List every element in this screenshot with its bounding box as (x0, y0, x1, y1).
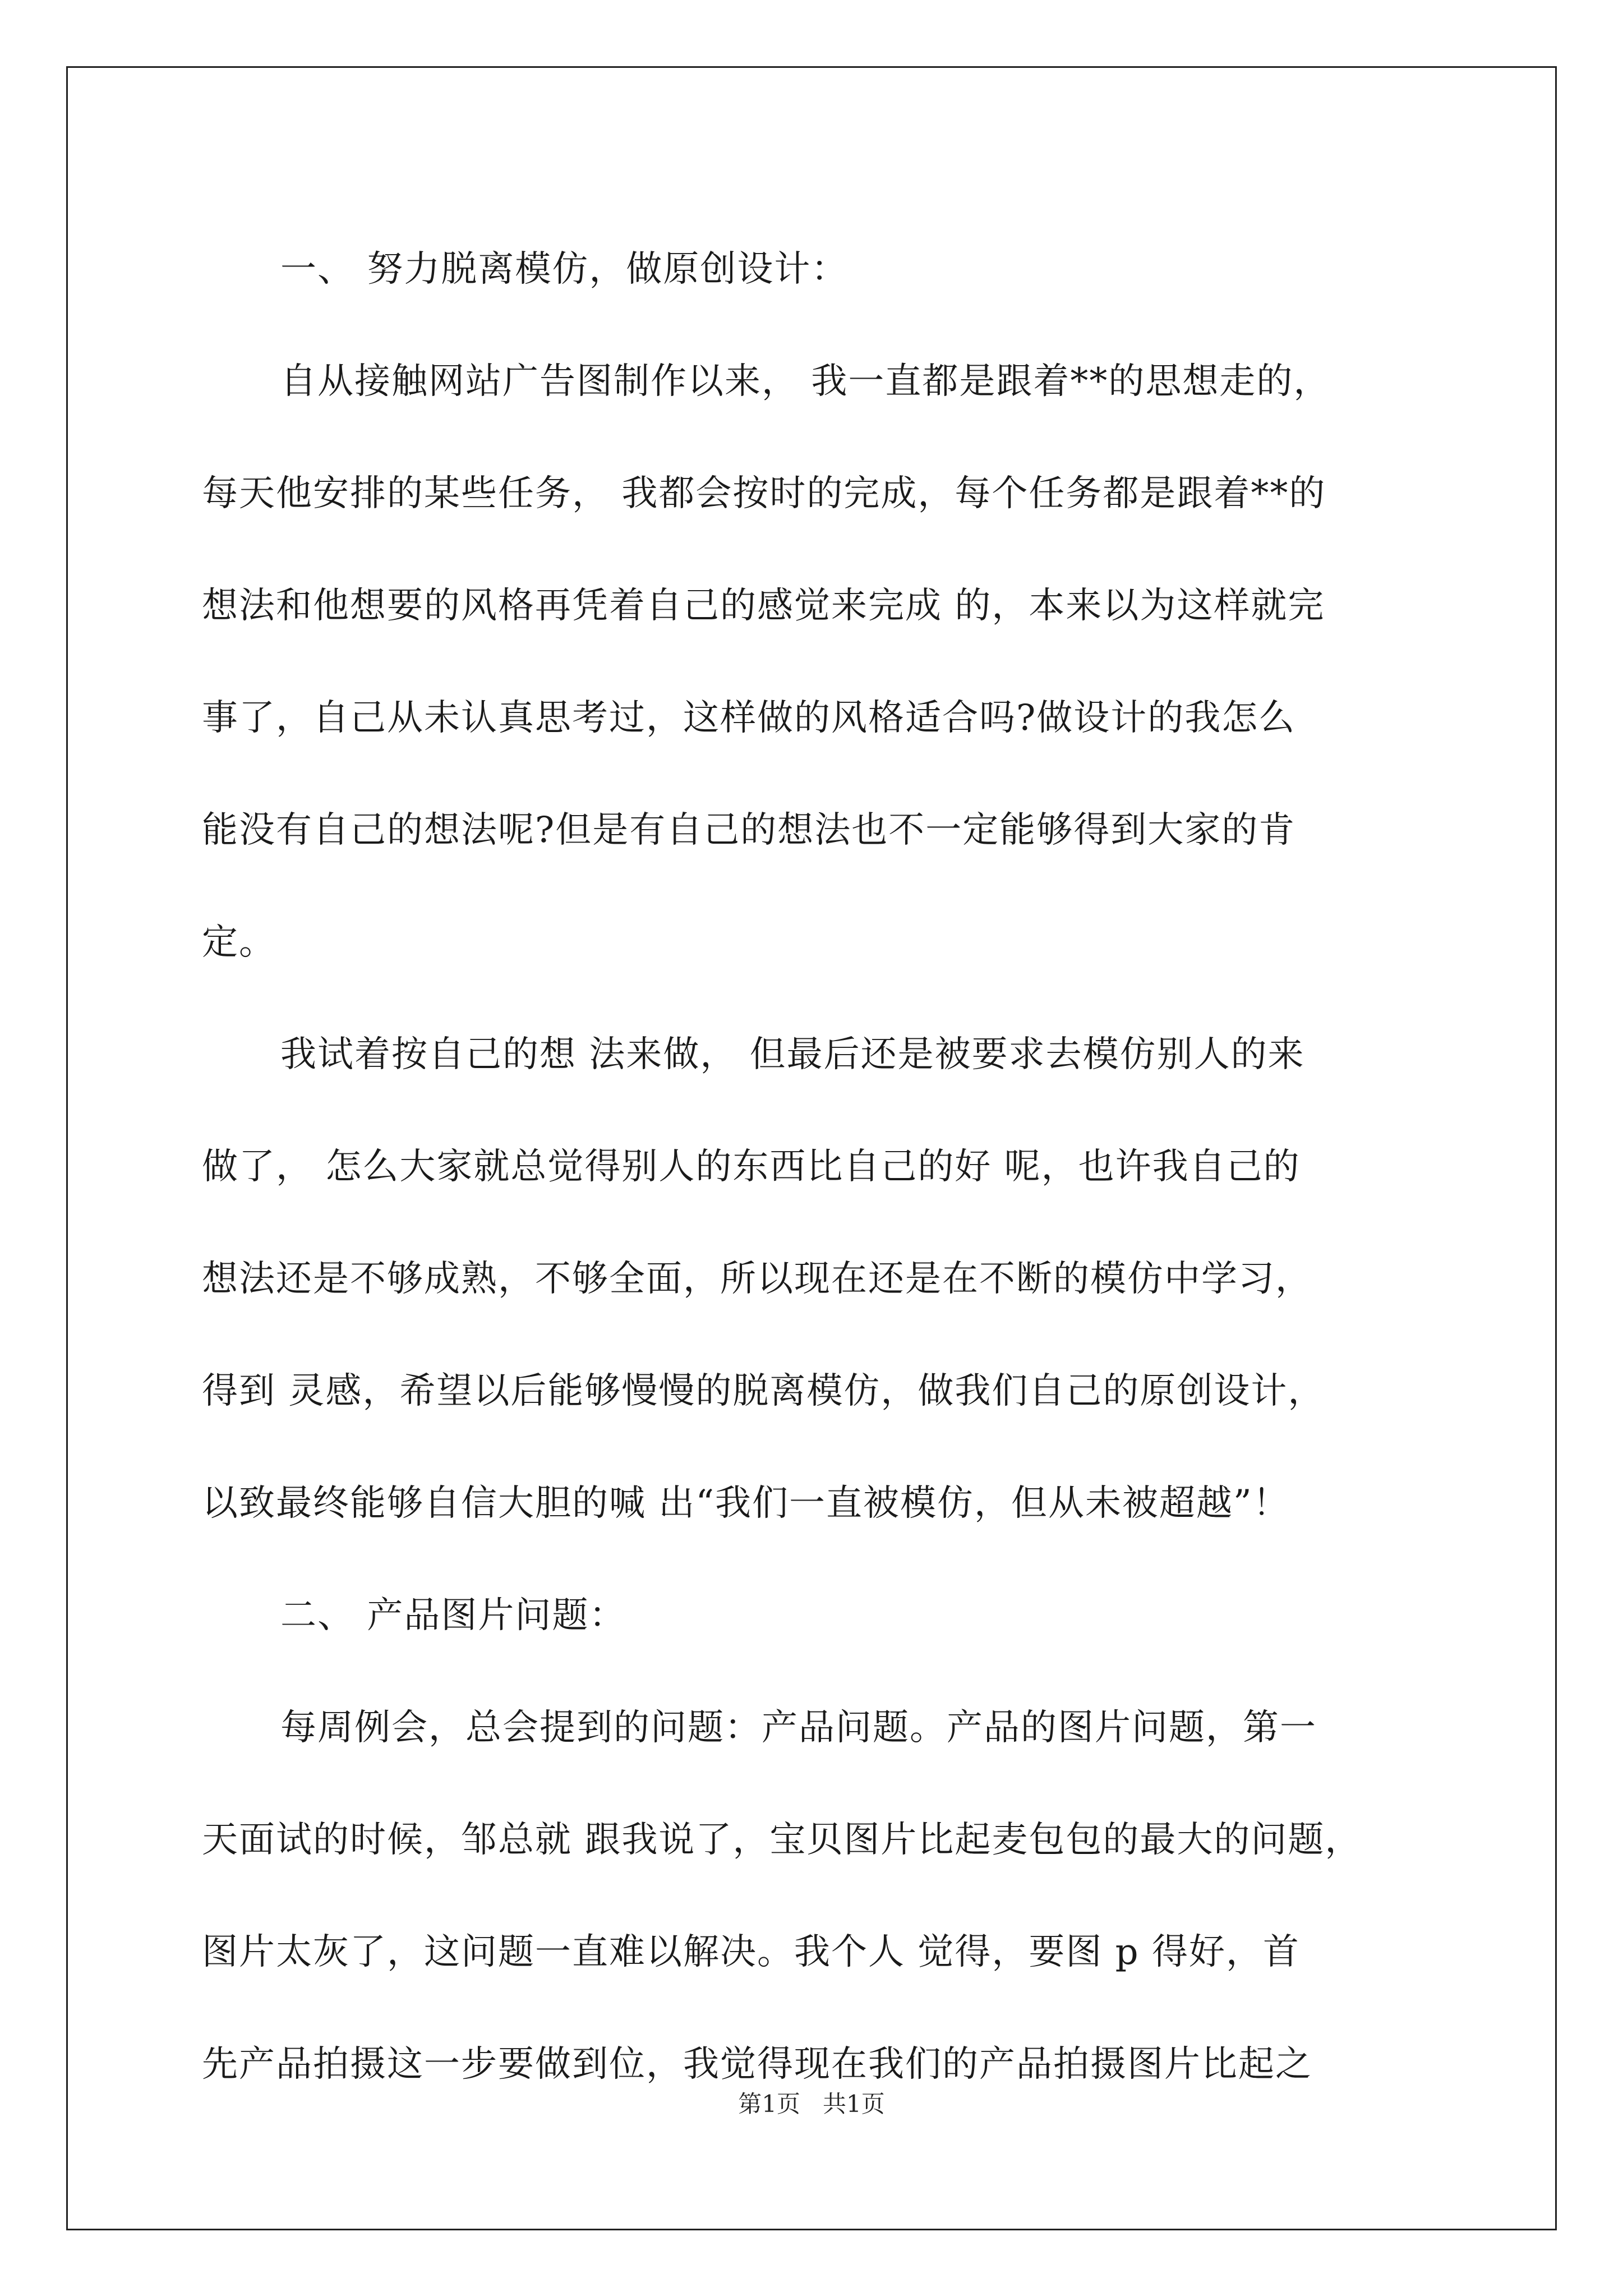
paragraph-line: 想法还是不够成熟，不够全面，所以现在还是在不断的模仿中学习， (202, 1258, 1312, 1300)
document-body (202, 213, 1424, 2120)
paragraph-line: 每天他安排的某些任务， 我都会按时的完成，每个任务都是跟着**的 (202, 473, 1326, 514)
page-number-total: 共1页 (823, 2090, 885, 2118)
paragraph-line: 做了， 怎么大家就总觉得别人的东西比自己的好 呢，也许我自己的 (202, 1146, 1301, 1188)
section-heading-1: 一、 努力脱离模仿，做原创设计： (280, 249, 849, 290)
paragraph-line: 先产品拍摄这一步要做到位，我觉得现在我们的产品拍摄图片比起之 (202, 2044, 1312, 2085)
page-number-current: 第1页 (738, 2090, 800, 2118)
paragraph-line: 定。 (202, 922, 276, 963)
paragraph-line: 天面试的时候，邹总就 跟我说了，宝贝图片比起麦包包的最大的问题， (202, 1819, 1362, 1861)
paragraph-line: 想法和他想要的风格再凭着自己的感觉来完成 的，本来以为这样就完 (202, 585, 1325, 627)
paragraph-line: 自从接触网站广告图制作以来， 我一直都是跟着**的思想走的， (280, 361, 1331, 402)
paragraph-line: 事了，自己从未认真思考过，这样做的风格适合吗?做设计的我怎么 (202, 697, 1296, 739)
page-footer (0, 2086, 1623, 2119)
paragraph-line: 得到 灵感，希望以后能够慢慢的脱离模仿，做我们自己的原创设计， (202, 1370, 1325, 1412)
paragraph-line: 图片太灰了，这问题一直难以解决。我个人 觉得，要图 p 得好，首 (202, 1931, 1300, 1973)
paragraph-line: 以致最终能够自信大胆的喊 出“我们一直被模仿，但从未被超越”！ (202, 1483, 1290, 1524)
paragraph-line: 我试着按自己的想 法来做， 但最后还是被要求去模仿别人的来 (280, 1034, 1305, 1075)
paragraph-line: 能没有自己的想法呢?但是有自己的想法也不一定能够得到大家的肯 (202, 809, 1296, 851)
section-heading-2: 二、 产品图片问题： (280, 1595, 626, 1636)
paragraph-line: 每周例会，总会提到的问题：产品问题。产品的图片问题，第一 (280, 1707, 1317, 1749)
